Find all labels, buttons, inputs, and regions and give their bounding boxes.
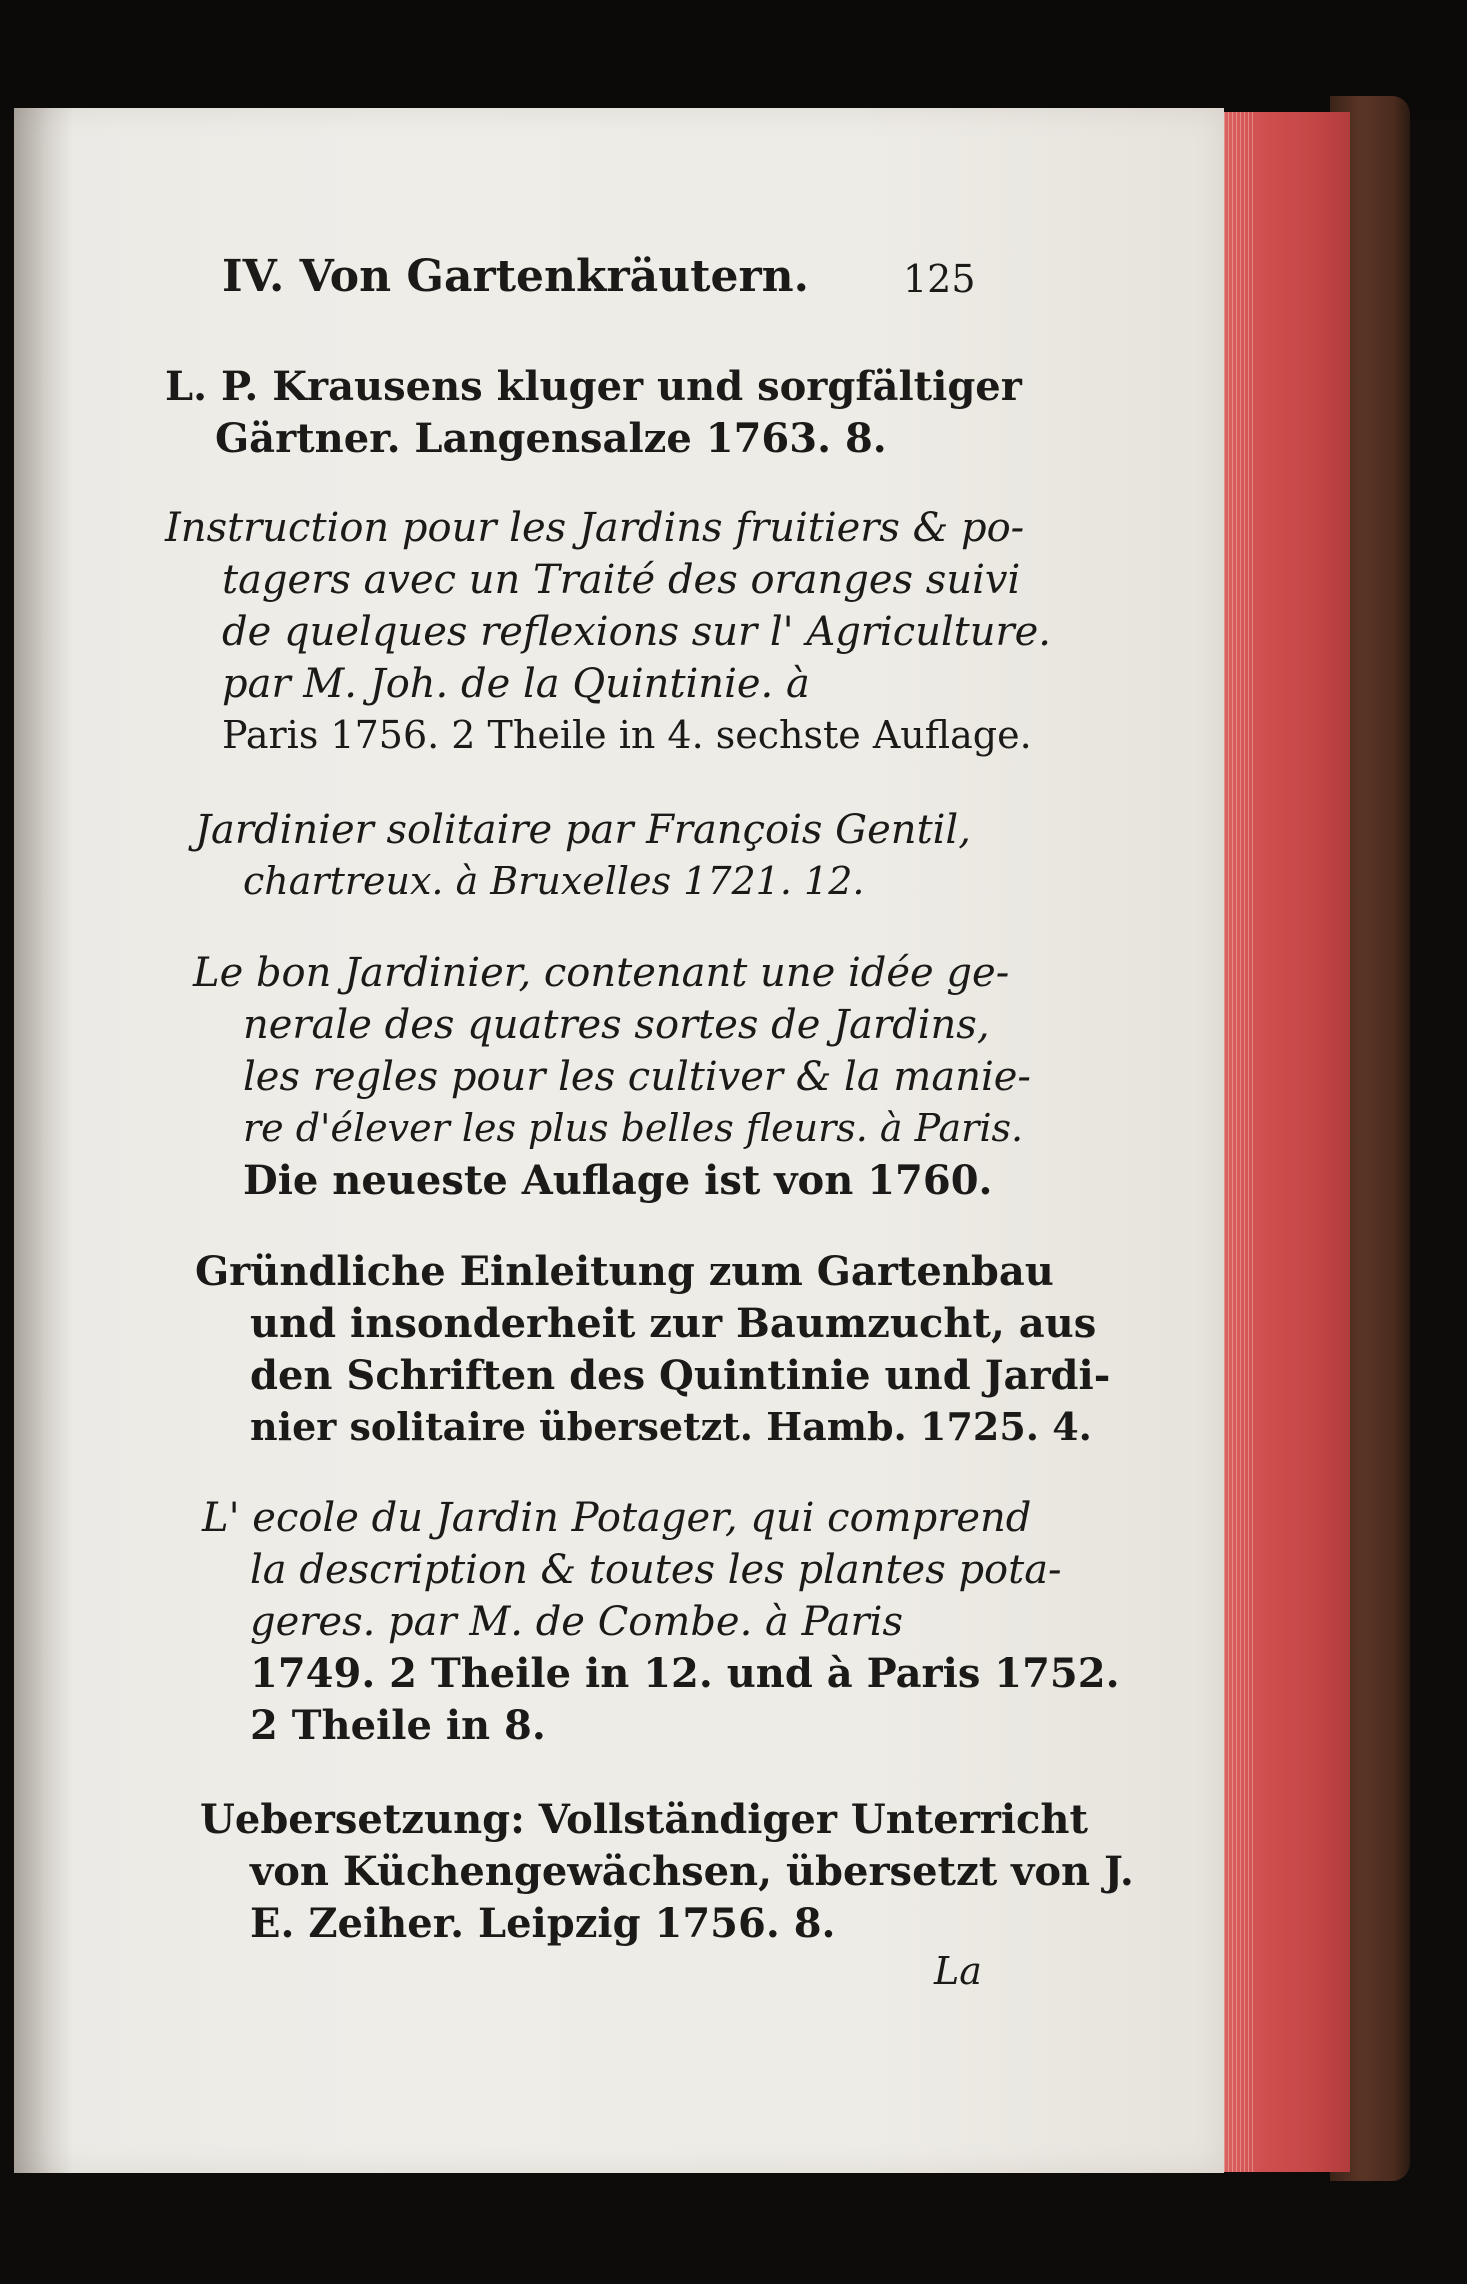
entry-line: 2 Theile in 8. (250, 1702, 546, 1749)
catchword: La (934, 1949, 982, 1993)
entry-line: la description & toutes les plantes pota- (250, 1547, 1062, 1593)
entry-line: geres. par M. de Combe. à Paris (250, 1599, 903, 1645)
entry-line: les regles pour les cultiver & la manie- (243, 1054, 1031, 1100)
entry-line: Instruction pour les Jardins fruitiers & po- (165, 505, 1025, 551)
entry-line: Le bon Jardinier, contenant une idée ge- (193, 950, 1010, 996)
background-top (0, 0, 1467, 120)
entry-line: von Küchengewächsen, übersetzt von J. (250, 1848, 1134, 1895)
entry-line: chartreux. à Bruxelles 1721. 12. (243, 859, 865, 903)
entry-line: Paris 1756. 2 Theile in 4. sechste Auflage. (222, 713, 1032, 757)
entry-line: Uebersetzung: Vollständiger Unterricht (200, 1796, 1088, 1843)
entry-line: und insonderheit zur Baumzucht, aus (250, 1300, 1097, 1347)
entry-line: re d'élever les plus belles fleurs. à Paris. (243, 1106, 1024, 1150)
entry-line: Gärtner. Langensalze 1763. 8. (215, 415, 887, 462)
entry-line: nerale des quatres sortes de Jardins, (243, 1002, 990, 1048)
entry-line: E. Zeiher. Leipzig 1756. 8. (250, 1900, 836, 1947)
entry-line: L' ecole du Jardin Potager, qui comprend (202, 1495, 1032, 1541)
entry-line: den Schriften des Quintinie und Jardi- (250, 1352, 1111, 1399)
background-bottom (0, 2175, 1467, 2284)
entry-line: Gründliche Einleitung zum Gartenbau (195, 1248, 1054, 1295)
entry-line: nier solitaire übersetzt. Hamb. 1725. 4. (250, 1404, 1092, 1449)
page-number: 125 (903, 257, 976, 301)
entry-line: par M. Joh. de la Quintinie. à (222, 661, 810, 707)
entry-line: 1749. 2 Theile in 12. und à Paris 1752. (250, 1650, 1120, 1697)
entry-line: Die neueste Auflage ist von 1760. (243, 1157, 993, 1204)
entry-line: L. P. Krausens kluger und sorgfältiger (165, 363, 1022, 410)
running-head: IV. Von Gartenkräutern. (222, 251, 809, 302)
entry-line: tagers avec un Traité des oranges suivi (222, 557, 1021, 603)
gutter-shadow (14, 108, 74, 2173)
entry-line: Jardinier solitaire par François Gentil, (195, 807, 971, 853)
entry-line: de quelques reflexions sur l' Agriculture. (222, 609, 1052, 655)
